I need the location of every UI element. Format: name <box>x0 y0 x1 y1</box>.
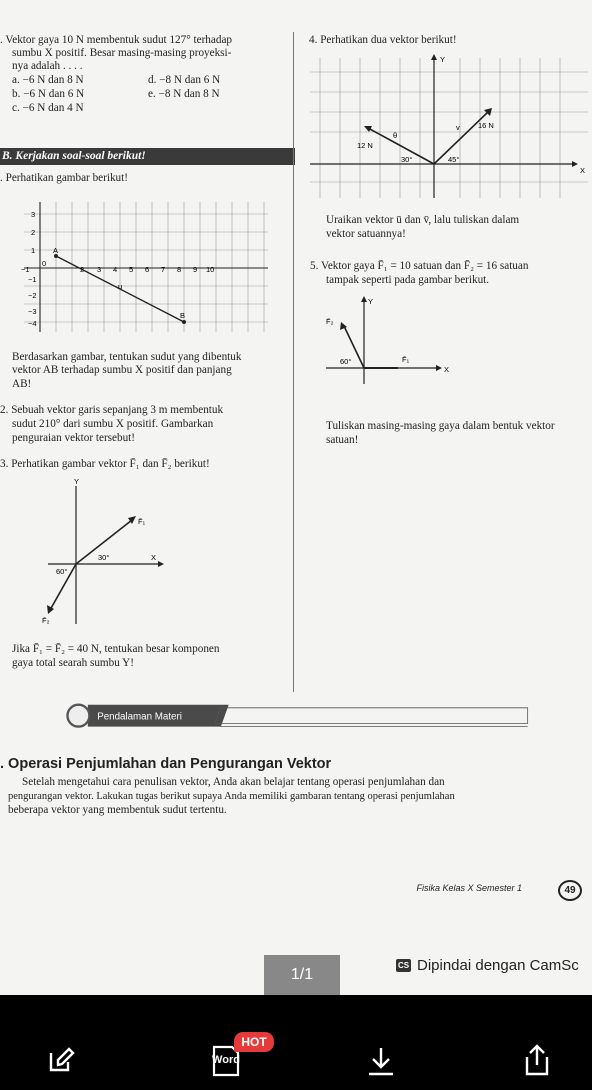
column-divider <box>293 32 294 692</box>
q2b-text-1: 2. Sebuah vektor garis sepanjang 3 m membentuk <box>0 404 224 416</box>
hot-badge: HOT <box>234 1032 274 1052</box>
q1-text-1: Berdasarkan gambar, tentukan sudut yang dibentuk <box>12 351 242 363</box>
g3-x-label: X <box>151 553 157 562</box>
y-tick-neg3: −3 <box>28 307 37 316</box>
share-icon[interactable] <box>522 1043 552 1077</box>
q3-intro: 3. Perhatikan gambar vektor F̄₁ dan F̄₂ berikut! <box>0 458 210 470</box>
q2b-text-2: sudut 210° dari sumbu X positif. Gambarkan <box>12 418 214 430</box>
x-tick-9: 9 <box>193 265 198 274</box>
camscanner-text: Dipindai dengan CamSc <box>417 957 579 974</box>
x-tick-7: 7 <box>161 265 166 274</box>
g3-angle-60: 60° <box>56 567 68 576</box>
g5-y-label: Y <box>368 297 374 306</box>
section-b-heading: B. Kerjakan soal-soal berikut! <box>0 148 295 165</box>
g4-angle-30: 30° <box>401 155 413 164</box>
q4-text-2: vektor satuannya! <box>326 228 406 240</box>
x-tick-8: 8 <box>177 265 182 274</box>
q1-text-3: AB! <box>12 378 32 390</box>
point-a-label: A <box>53 246 59 255</box>
g4-y-label: Y <box>440 55 446 64</box>
q2-line-3: nya adalah . . . . <box>12 60 83 72</box>
banner-title: Pendalaman Materi <box>97 711 182 723</box>
q5-text-2: tampak seperti pada gambar berikut. <box>326 274 490 286</box>
q4-text-1: Uraikan vektor ū dan v̄, lalu tuliskan dalam <box>326 214 520 226</box>
g5-f1-label: F̄₁ <box>402 355 410 364</box>
q1-text-2: vektor AB terhadap sumbu X positif dan panjang <box>12 364 232 376</box>
x-tick-6: 6 <box>145 265 150 274</box>
pendalaman-banner <box>0 700 592 736</box>
y-tick-neg2: −2 <box>28 291 37 300</box>
g5-f2-label: F̄₂ <box>326 317 334 326</box>
word-label: Word <box>212 1054 240 1066</box>
q2-option-a: a. −6 N dan 8 N <box>12 74 84 86</box>
page-indicator: 1/1 <box>264 955 340 995</box>
g3-f1-label: F̄₁ <box>138 517 146 526</box>
q3-text-1: Jika F̄₁ = F̄₂ = 40 N, tentukan besar komponen <box>12 643 220 655</box>
vector-ab-grid-figure <box>20 192 270 342</box>
y-tick-neg1: −1 <box>28 275 37 284</box>
g4-angle-45: 45° <box>448 155 460 164</box>
g4-u-magnitude: 12 N <box>357 141 373 150</box>
materi-title: . Operasi Penjumlahan dan Pengurangan Vektor <box>0 756 332 772</box>
x-tick-3: 3 <box>97 265 102 274</box>
q5-text-1: 5. Vektor gaya F̄₁ = 10 satuan dan F̄₂ = 16 satuan <box>310 260 529 272</box>
x-tick-0: 0 <box>42 259 47 268</box>
q1-intro: . Perhatikan gambar berikut! <box>0 172 128 184</box>
x-tick-4: 4 <box>113 265 118 274</box>
materi-para-1: Setelah mengetahui cara penulisan vektor, Anda akan belajar tentang operasi penjumlahan dan <box>22 776 445 788</box>
y-tick-2: 2 <box>31 228 36 237</box>
g4-theta: θ <box>393 131 398 140</box>
g5-angle-60: 60° <box>340 357 352 366</box>
q2b-text-3: penguraian vektor tersebut! <box>12 432 136 444</box>
f1-f2-figure <box>40 478 180 628</box>
g4-v-label: v <box>456 123 460 132</box>
vectors-u-v-figure <box>310 52 592 202</box>
download-icon[interactable] <box>366 1045 396 1077</box>
q5-end-2: satuan! <box>326 434 359 446</box>
x-tick-neg1: −1 <box>21 265 30 274</box>
y-tick-3: 3 <box>31 210 36 219</box>
materi-para-3: beberapa vektor yang membentuk sudut tertentu. <box>8 804 227 816</box>
x-tick-2: 2 <box>80 265 85 274</box>
f1-f2-unit-figure <box>326 296 486 386</box>
q2-option-b: b. −6 N dan 6 N <box>12 88 85 100</box>
g3-angle-30: 30° <box>98 553 110 562</box>
edit-icon[interactable] <box>46 1045 76 1075</box>
y-tick-neg4: −4 <box>28 319 37 328</box>
q5-end-1: Tuliskan masing-masing gaya dalam bentuk vektor <box>326 420 555 432</box>
vector-u-label: u <box>118 282 123 291</box>
g4-v-magnitude: 16 N <box>478 121 494 130</box>
q2-line-2: sumbu X positif. Besar masing-masing proyeksi- <box>12 47 232 59</box>
point-b-label: B <box>180 311 186 320</box>
page-number: 49 <box>558 880 582 901</box>
q2-line-1: . Vektor gaya 10 N membentuk sudut 127° terhadap <box>0 34 233 46</box>
y-tick-1: 1 <box>31 246 36 255</box>
camscanner-watermark <box>396 957 579 974</box>
q3-text-2: gaya total searah sumbu Y! <box>12 657 134 669</box>
g3-f2-label: F̄₂ <box>42 616 50 625</box>
g4-x-label: X <box>580 166 586 175</box>
q2-option-c: c. −6 N dan 4 N <box>12 102 84 114</box>
q2-option-d: d. −8 N dan 6 N <box>148 74 221 86</box>
x-tick-10: 10 <box>206 265 215 274</box>
bottom-toolbar <box>0 995 592 1090</box>
cs-logo-icon: CS <box>397 961 410 970</box>
q2-option-e: e. −8 N dan 8 N <box>148 88 220 100</box>
g5-x-label: X <box>444 365 450 374</box>
materi-para-2: pengurangan vektor. Lakukan tugas berikut supaya Anda memiliki gambaran tentang operasi penjumlahan <box>8 791 455 802</box>
g3-y-label: Y <box>74 477 80 486</box>
q4-intro: 4. Perhatikan dua vektor berikut! <box>309 34 457 46</box>
x-tick-5: 5 <box>129 265 134 274</box>
book-footer: Fisika Kelas X Semester 1 <box>416 883 522 893</box>
